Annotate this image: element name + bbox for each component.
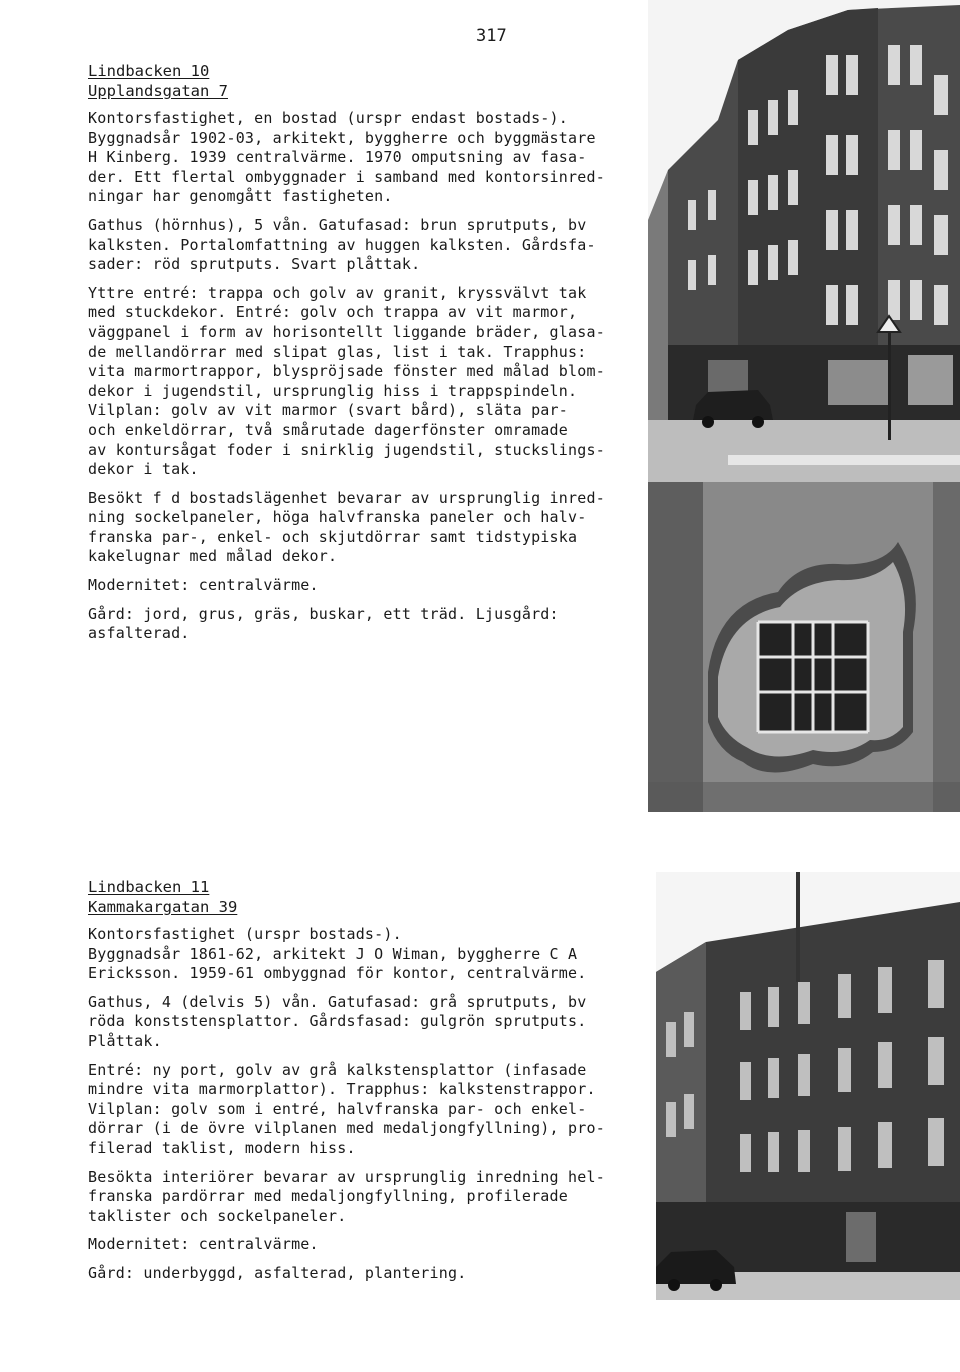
- corner-building-photo: [648, 0, 960, 482]
- entry-lindbacken-11: [88, 877, 648, 1293]
- entry-lindbacken-10: [88, 61, 648, 653]
- paragraph-courtyard: Gård: jord, grus, gräs, buskar, ett träd. Ljusgård: asfalterad.: [88, 604, 559, 643]
- paragraph-facade: Gathus, 4 (delvis 5) vån. Gatufasad: grå sprutputs, bv röda konststensplattor. Gårdsfasad: gulgrön sprutputs. Plåttak.: [88, 992, 587, 1050]
- paragraph-history: Kontorsfastighet, en bostad (urspr endast bostads-). Byggnadsår 1902-03, arkitekt, byggherre och byggmästare H Kinberg. 1939 centralvärme. 1970 omputsning av fasa- der. Ett flertal ombyggnader i samband med kontorsinred- ningar har genomgått fastigheten.: [88, 109, 605, 206]
- page-number: 317: [476, 26, 507, 46]
- entry-address: Kammakargatan 39: [88, 898, 238, 916]
- paragraph-courtyard: Gård: underbyggd, asfalterad, plantering.: [88, 1263, 467, 1282]
- entry-heading: [88, 877, 648, 917]
- paragraph-facade: Gathus (hörnhus), 5 vån. Gatufasad: brun sprutputs, bv kalksten. Portalomfattning av huggen kalksten. Gårdsfa- sader: röd sprutputs. Svart plåttak.: [88, 215, 596, 274]
- paragraph-interior: Besökt f d bostadslägenhet bevarar av ursprunglig inred- ning sockelpaneler, höga halvfranska paneler och halv- franska par-, enkel- och skjutdörrar samt tidstypiska kakelugnar med målad dekor.: [88, 488, 605, 566]
- paragraph-history: Kontorsfastighet (urspr bostads-). Byggnadsår 1861-62, arkitekt J O Wiman, byggherre C A Ericksson. 1959-61 ombyggnad för kontor, centralvärme.: [88, 925, 587, 983]
- street-facade-photo: [656, 872, 960, 1300]
- entry-heading: [88, 61, 648, 101]
- ornamental-window-photo: [648, 482, 960, 812]
- entry-title: Lindbacken 10: [88, 62, 210, 80]
- paragraph-entrance: Yttre entré: trappa och golv av granit, kryssvälvt tak med stuckdekor. Entré: golv och trappa av vit marmor, väggpanel i form av horisontellt liggande bräder, glasa- de mellandörrar med slipat glas, list i tak. Trapphus: vita marmortrappor, blyspröjsade fönster med målad blom- dekor i jugendstil, ursprunglig hiss i trappspindeln. Vilplan: golv av vit marmor (svart bård), släta par- och enkeldörrar, två smårutade dagerfönster omramade av kontursågat foder i snirklig jugendstil, stuckslings- dekor i tak.: [88, 283, 605, 479]
- paragraph-modernity: Modernitet: centralvärme.: [88, 1235, 319, 1254]
- entry-address: Upplandsgatan 7: [88, 82, 228, 100]
- paragraph-modernity: Modernitet: centralvärme.: [88, 576, 319, 595]
- entry-title: Lindbacken 11: [88, 878, 210, 896]
- paragraph-interior: Besökta interiörer bevarar av ursprunglig inredning hel- franska pardörrar med medaljongfyllning, profilerade taklister och sockelpaneler.: [88, 1167, 605, 1225]
- paragraph-entrance: Entré: ny port, golv av grå kalkstensplattor (infasade mindre vita marmorplattor). Trapphus: kalkstenstrappor. Vilplan: golv som i entré, halvfranska par- och enkel- dörrar (i de övre vilplanen med medaljongfyllning), pro- filerad taklist, modern hiss.: [88, 1060, 605, 1157]
